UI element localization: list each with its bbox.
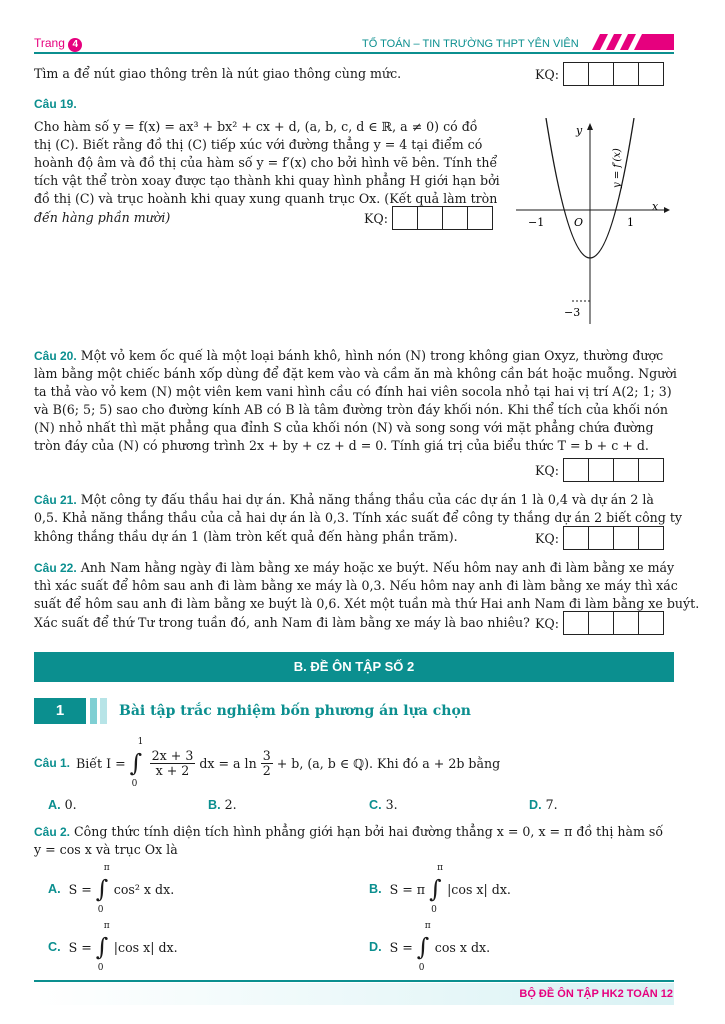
q21-line: 0,5. Khả năng thắng thầu của cả hai dự án là 0,3. Tính xác suất để công ty thắng dự án 2 biết công ty (34, 510, 683, 525)
q20-line: tròn đáy của (N) có phương trình 2x + by + cz + d = 0. Tính giá trị của biểu thức T = b + c + d. (34, 438, 649, 453)
c2-line: y = cos x và trục Ox là (34, 842, 178, 857)
c2-option-a[interactable] (48, 863, 175, 915)
section-title: B. ĐỀ ÔN TẬP SỐ 2 (293, 659, 415, 674)
c1-question (34, 737, 501, 789)
c1-option-d[interactable] (529, 797, 558, 812)
q20-title: Câu 20. (34, 349, 77, 363)
derivative-graph (512, 118, 672, 328)
integral-sign: ∫ π 0 (416, 921, 431, 973)
q19-line: thị (C). Biết rằng đồ thị (C) tiếp xúc với đường thẳng y = 4 tại điểm có (34, 137, 483, 152)
option-text: 3. (385, 797, 398, 812)
int-upper: π (424, 921, 431, 931)
q22-text: Anh Nam hằng ngày đi làm bằng xe máy hoặc xe buýt. Nếu hôm nay anh đi làm bằng xe máy (80, 560, 675, 575)
option-pre: S = (68, 939, 92, 955)
q22-title: Câu 22. (34, 561, 77, 575)
q22-line: Xác suất để thứ Tư trong tuần đó, anh Nam đi làm bằng xe máy là bao nhiêu? (34, 615, 530, 630)
int-upper: π (103, 921, 110, 931)
int-lower: 0 (418, 963, 425, 973)
c1-option-c[interactable] (369, 797, 398, 812)
q20-text: Một vỏ kem ốc quế là một loại bánh khô, hình nón (N) trong không gian Oxyz, thường được (80, 348, 664, 363)
q22-line-0 (34, 560, 674, 576)
q21-title: Câu 21. (34, 493, 77, 507)
y-axis-label: y (576, 124, 583, 137)
part-number: 1 (34, 698, 86, 724)
option-letter: D. (529, 798, 542, 812)
frac-den: 2 (262, 762, 271, 778)
kq-top (535, 62, 664, 86)
c2-option-d[interactable] (369, 921, 491, 973)
option-letter: B. (208, 798, 221, 812)
part-title: Bài tập trắc nghiệm bốn phương án lựa chọn (119, 703, 471, 719)
c1-options (48, 797, 668, 813)
page-word: Trang (34, 36, 65, 50)
footer-rule (34, 980, 674, 982)
q19-line: đồ thị (C) và trục hoành khi quay xung quanh trục Ox. (Kết quả làm tròn (34, 191, 498, 206)
c2-title: Câu 2. (34, 825, 71, 839)
part-bar-2 (100, 698, 107, 724)
kq-q21 (535, 526, 664, 550)
header-stripes (592, 34, 674, 50)
kq-label: KQ: (535, 66, 559, 82)
answer-boxes[interactable] (392, 206, 493, 230)
option-body: |cos x| dx. (447, 881, 511, 897)
integral-sign: ∫ π 0 (429, 863, 443, 915)
c2-text: Công thức tính diện tích hình phẳng giới hạn bởi hai đường thẳng x = 0, x = π đồ thị hàm số (74, 824, 664, 839)
frac-den: x + 2 (155, 762, 190, 778)
q20-line-0 (34, 348, 674, 364)
y-min-label: −3 (564, 306, 581, 319)
c1-option-a[interactable] (48, 797, 77, 812)
integral-sign: ∫ π 0 (95, 921, 110, 973)
option-pre: S = (68, 881, 92, 897)
q22-line: thì xác suất để hôm sau anh đi làm bằng xe máy là 0,3. Nếu hôm nay anh đi làm bằng xe máy thì xác (34, 578, 678, 593)
option-letter: A. (48, 882, 61, 896)
c2-option-c[interactable] (48, 921, 178, 973)
q20-line: và B(6; 5; 5) sao cho đường kính AB có B là tâm đường tròn đáy khối nón. Khi thể tích của khối nón (34, 402, 669, 417)
intro-text: Tìm a để nút giao thông trên là nút giao thông cùng mức. (34, 66, 402, 81)
int-upper: π (437, 863, 443, 873)
integral-sign: ∫ 1 0 (129, 737, 144, 789)
kq-label: KQ: (364, 210, 388, 226)
int-upper: 1 (137, 737, 144, 747)
stripes-decoration (592, 34, 674, 50)
c1-fraction-2 (261, 749, 273, 778)
kq-label: KQ: (535, 462, 559, 478)
kq-label: KQ: (535, 530, 559, 546)
c1-mid: dx = a ln (199, 755, 257, 771)
page-label (34, 36, 82, 52)
option-pre: S = π (389, 881, 426, 897)
kq-label: KQ: (535, 615, 559, 631)
option-body: cos² x dx. (113, 881, 175, 897)
option-body: |cos x| dx. (113, 939, 178, 955)
q20-line: làm bằng một chiếc bánh xốp dùng để đặt kem vào và cầm ăn mà không cần bát hoặc muỗng. Người (34, 366, 677, 381)
q19-line: tích vật thể tròn xoay được tạo thành khi quay hình phẳng H giới hạn bởi (34, 173, 500, 188)
part-bar-1 (90, 698, 97, 724)
option-text: 7. (545, 797, 558, 812)
q19-line: hoành độ âm và đồ thị của hàm số y = f′(x) cho bởi hình vẽ bên. Tính thể (34, 155, 498, 170)
option-letter: D. (369, 940, 382, 954)
integral-sign: ∫ π 0 (95, 863, 110, 915)
origin-label: O (574, 216, 584, 229)
c1-post: + b, (a, b ∈ ℚ). Khi đó a + 2b bằng (276, 755, 501, 771)
q21-text: Một công ty đấu thầu hai dự án. Khả năng thắng thầu của các dự án 1 là 0,4 và dự án 2 là (80, 492, 654, 507)
section-banner (34, 652, 674, 682)
c1-title: Câu 1. (34, 756, 71, 770)
option-letter: B. (369, 882, 382, 896)
kq-q19 (364, 206, 493, 230)
answer-boxes[interactable] (563, 458, 664, 482)
c1-option-b[interactable] (208, 797, 237, 812)
header-dept: TỔ TOÁN – TIN TRƯỜNG THPT YÊN VIÊN (362, 38, 579, 50)
int-lower: 0 (97, 963, 104, 973)
header-rule (34, 52, 674, 54)
kq-q20 (535, 458, 664, 482)
c2-line-0 (34, 824, 674, 840)
x-axis-arrow (664, 207, 670, 213)
frac-num: 2x + 3 (151, 747, 194, 763)
footer-text: BỘ ĐỀ ÔN TẬP HK2 TOÁN 12 (519, 988, 673, 1000)
option-text: 0. (64, 797, 77, 812)
answer-boxes[interactable] (563, 62, 664, 86)
option-letter: A. (48, 798, 61, 812)
c1-fraction (150, 749, 196, 778)
curve-label: y = f′(x) (612, 148, 623, 188)
int-upper: π (103, 863, 110, 873)
kq-q22 (535, 611, 664, 635)
q21-line-0 (34, 492, 674, 508)
int-lower: 0 (431, 905, 437, 915)
part-heading (34, 698, 471, 724)
x-neg-label: −1 (528, 216, 545, 229)
q19-title: Câu 19. (34, 97, 77, 111)
option-pre: S = (389, 939, 413, 955)
y-axis-arrow (587, 123, 593, 130)
int-lower: 0 (131, 779, 138, 789)
option-text: 2. (224, 797, 237, 812)
answer-boxes[interactable] (563, 611, 664, 635)
q19-line: đến hàng phần mười) (34, 210, 171, 225)
q21-line: không thắng thầu dự án 1 (làm tròn kết quả đến hàng phần trăm). (34, 529, 458, 544)
option-letter: C. (369, 798, 382, 812)
page-number-badge: 4 (68, 38, 82, 52)
q19-line: Cho hàm số y = f(x) = ax³ + bx² + cx + d, (a, b, c, d ∈ ℝ, a ≠ 0) có đồ (34, 119, 478, 134)
option-body: cos x dx. (434, 939, 491, 955)
answer-boxes[interactable] (563, 526, 664, 550)
int-lower: 0 (97, 905, 104, 915)
q20-line: ta thả vào vỏ kem (N) một viên kem vani hình cầu có đính hai viên socola nhỏ tại hai vị trí A(2; 1; 3) (34, 384, 672, 399)
c1-pre: Biết I = (76, 755, 126, 771)
x-pos-label: 1 (627, 216, 634, 229)
x-axis-label: x (652, 200, 659, 213)
q20-line: (N) nhỏ nhất thì mặt phẳng qua đỉnh S của khối nón (N) và song song với mặt phẳng chứa đường (34, 420, 654, 435)
c2-option-b[interactable] (369, 863, 511, 915)
q22-line: suất để hôm sau anh đi làm bằng xe buýt là 0,6. Xét một tuần mà thứ Hai anh Nam đi làm bằng xe buýt. (34, 596, 700, 611)
option-letter: C. (48, 940, 61, 954)
frac-num: 3 (262, 747, 271, 763)
